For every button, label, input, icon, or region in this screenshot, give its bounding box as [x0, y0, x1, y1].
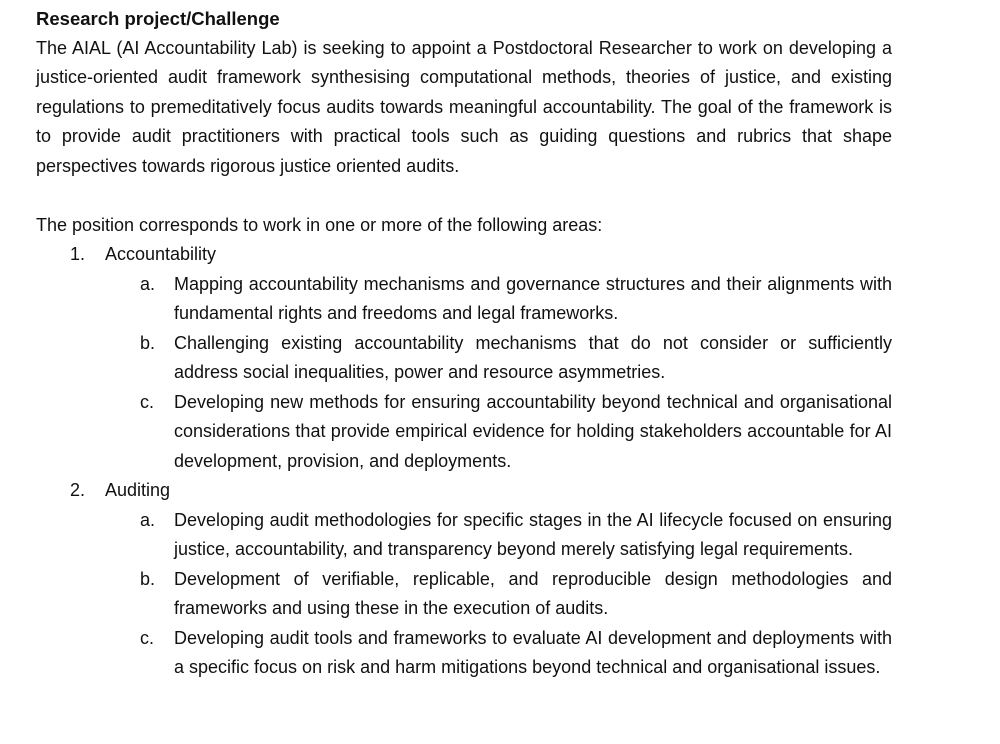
- sub-item-letter: b.: [140, 568, 156, 589]
- sub-item-text: Developing new methods for ensuring accountability beyond technical and organisational considerations that provide empirical evidence for holding stakeholders accountable for AI development, provision, and deployments.: [174, 391, 892, 471]
- sub-item-text: Developing audit methodologies for specific stages in the AI lifecycle focused on ensuring justice, accountability, and transparency beyond merely satisfying legal requirements.: [174, 509, 892, 559]
- sub-item: [36, 388, 892, 477]
- sub-item-letter: a.: [140, 509, 156, 530]
- areas-intro: The position corresponds to work in one or more of the following areas:: [36, 214, 603, 235]
- sub-item-text: Mapping accountability mechanisms and governance structures and their alignments with fundamental rights and freedoms and legal frameworks.: [174, 273, 892, 323]
- area-title: Auditing: [105, 480, 171, 500]
- sub-item-letter: c.: [140, 391, 155, 412]
- sub-item-text: Development of verifiable, replicable, and reproducible design methodologies and frameworks and using these in the execution of audits.: [174, 568, 892, 618]
- sub-item: [36, 624, 892, 683]
- sub-item-letter: b.: [140, 332, 156, 353]
- sub-item-text: Developing audit tools and frameworks to evaluate AI development and deployments with a specific focus on risk and harm mitigations beyond technical and organisational issues.: [174, 627, 892, 677]
- sub-item-letter: c.: [140, 627, 155, 648]
- area-title: Accountability: [105, 244, 217, 264]
- area-item-auditing: [36, 476, 892, 506]
- sub-item: [36, 270, 892, 329]
- sub-item-text: Challenging existing accountability mechanisms that do not consider or sufficiently address social inequalities, power and resource asymmetries.: [174, 332, 892, 382]
- area-number: 2.: [70, 480, 86, 500]
- sub-item-letter: a.: [140, 273, 156, 294]
- document-page: [36, 4, 892, 683]
- paragraph-spacer: [36, 181, 892, 211]
- area-list: [36, 240, 892, 683]
- intro-paragraph: The AIAL (AI Accountability Lab) is seeking to appoint a Postdoctoral Researcher to work on developing a justice-oriented audit framework synthesising computational methods, theories of justice, and existing regulations to premeditatively focus audits towards meaningful accountability. The goal of the framework is to provide audit practitioners with practical tools such as guiding questions and rubrics that shape perspectives towards rigorous justice oriented audits.: [36, 37, 892, 176]
- sub-item: [36, 506, 892, 565]
- area-number: 1.: [70, 244, 86, 264]
- sub-item: [36, 565, 892, 624]
- area-item-accountability: [36, 240, 892, 270]
- section-heading: Research project/Challenge: [36, 8, 280, 29]
- sub-item: [36, 329, 892, 388]
